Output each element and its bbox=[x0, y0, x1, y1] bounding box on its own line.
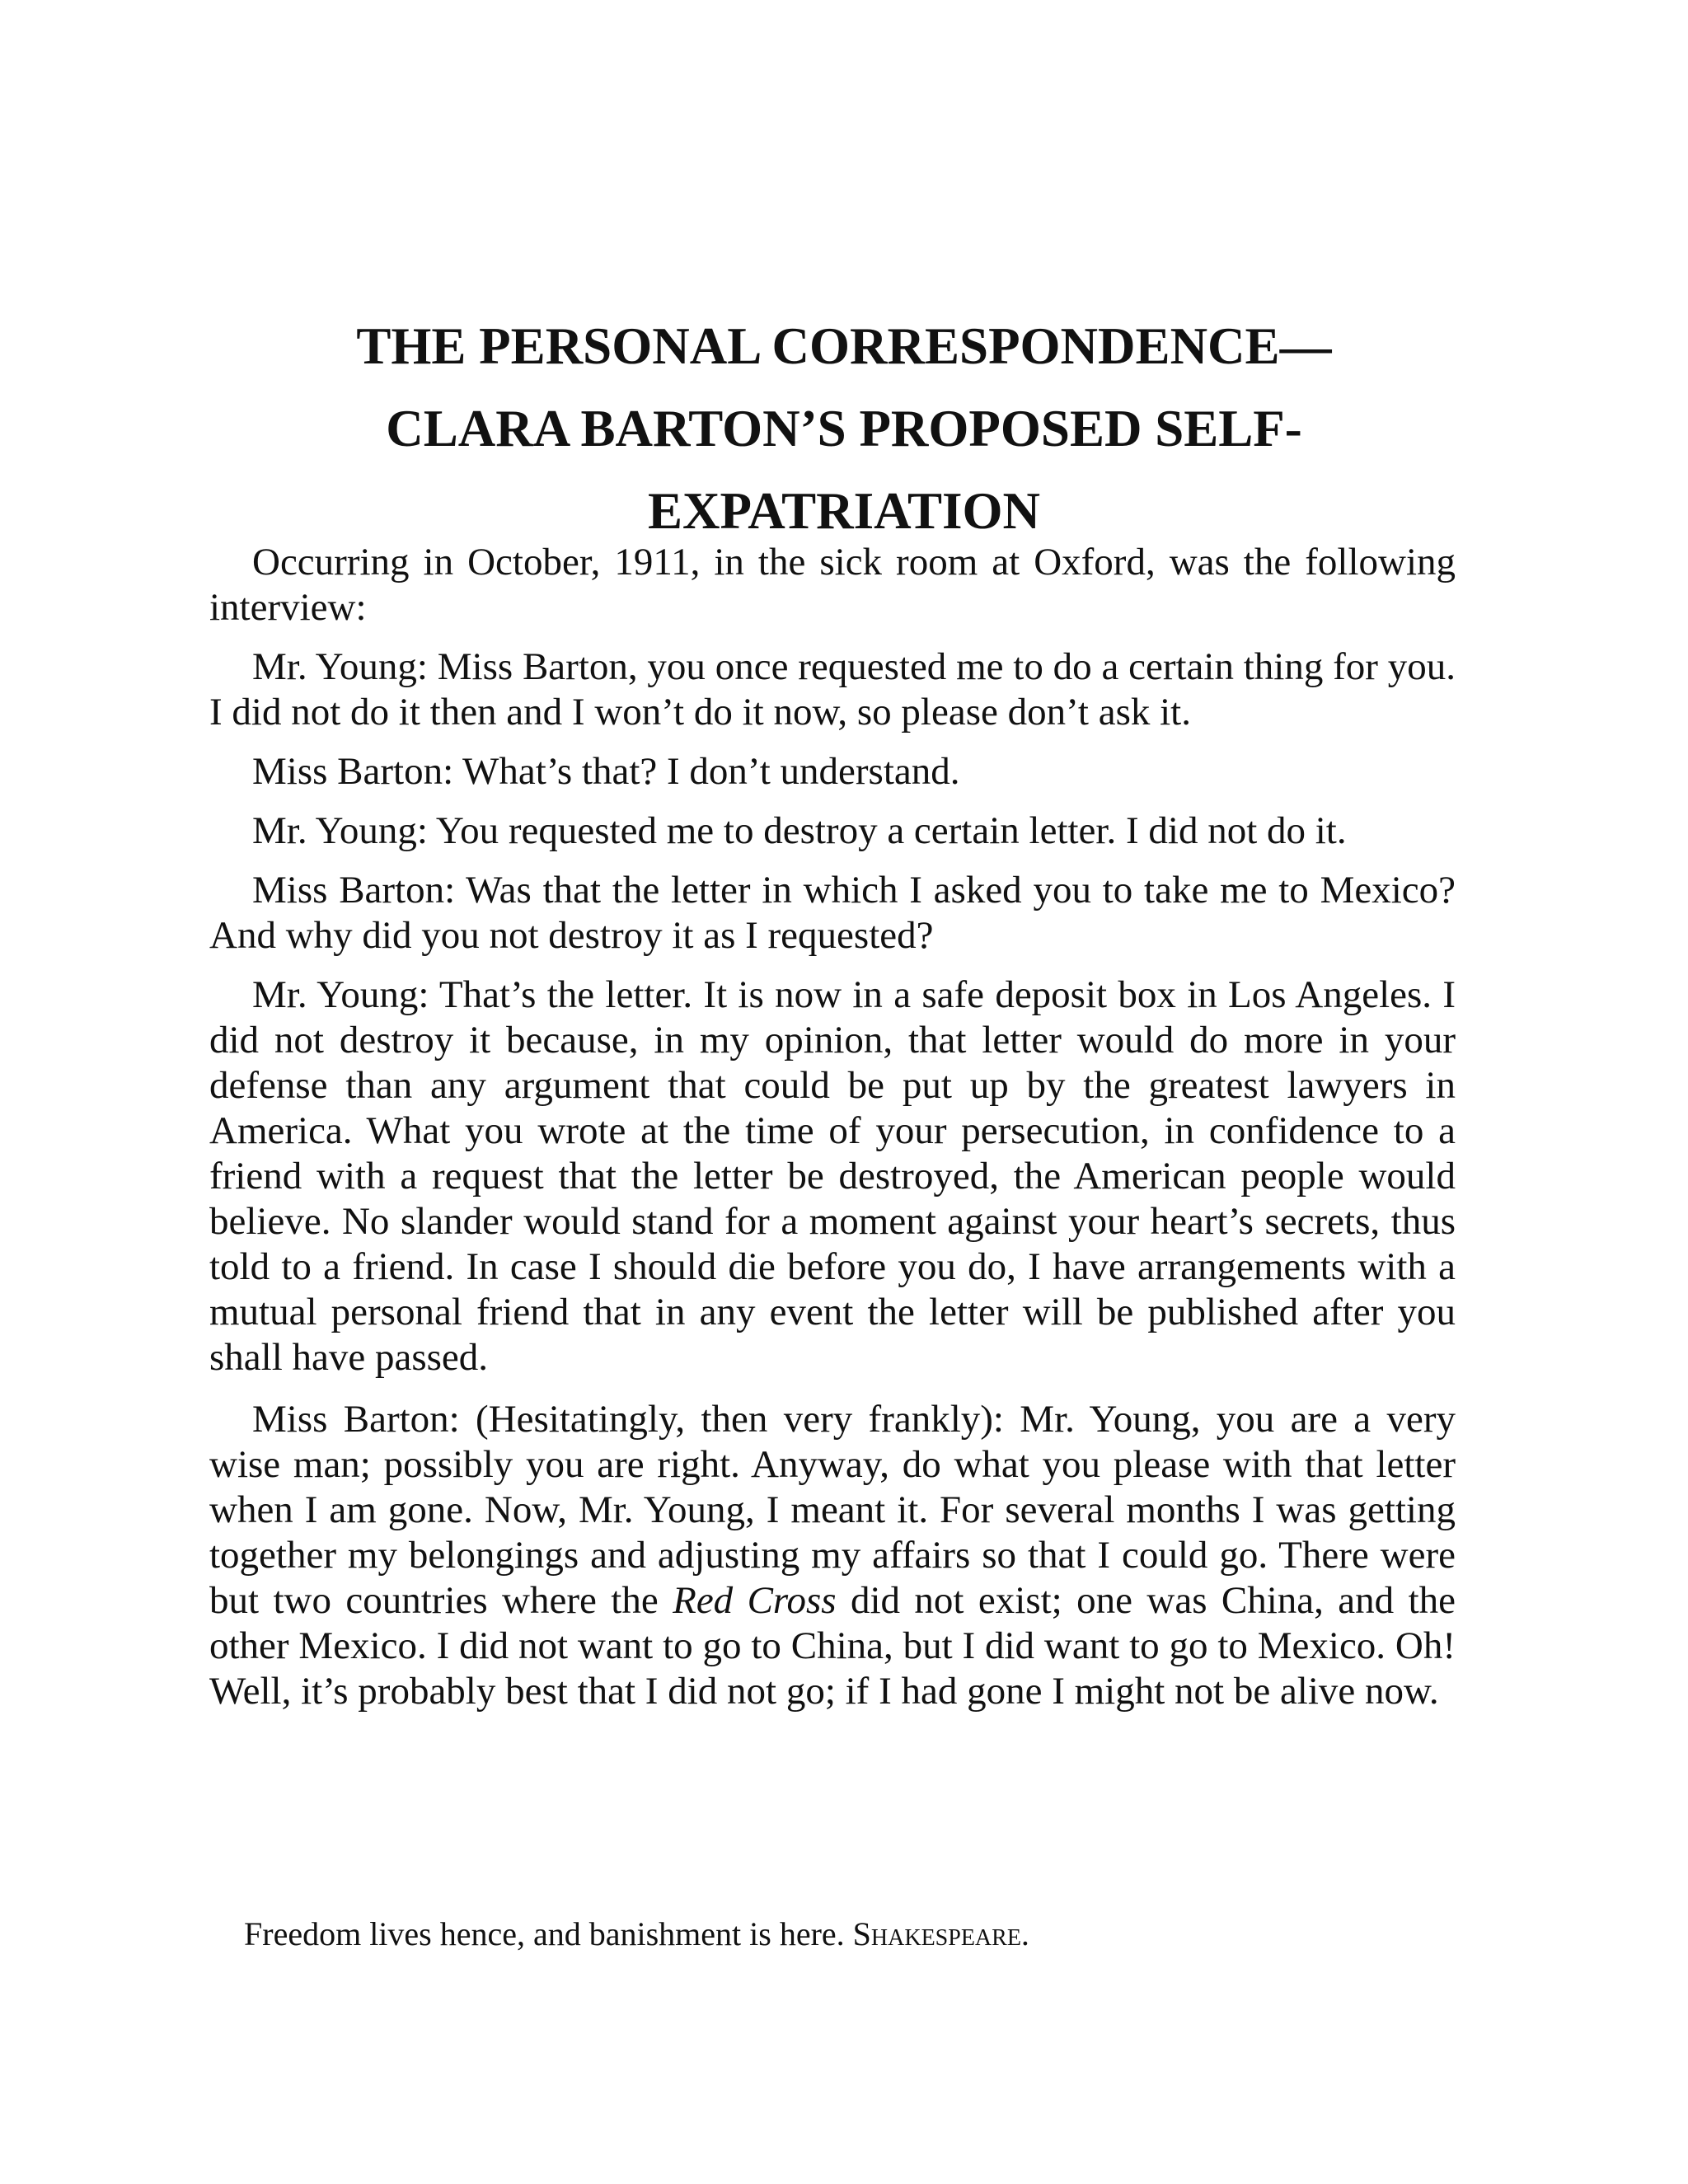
paragraph-barton-reply-part-1: Miss Barton: (Hesitatingly, then very frankly): Mr. Young, you are a very wise man; possibly you are right. Anyway, do what you please with that letter when I am gone. Now, Mr. Young, I meant it. For several months I was getting together my belongings and adjusting my affairs so that I could go. There were but two countries where the bbox=[209, 1398, 1456, 1622]
paragraph-young-letter: Mr. Young: You requested me to destroy a certain letter. I did not do it. bbox=[252, 809, 1347, 852]
body-text bbox=[209, 540, 1456, 1726]
red-cross-italic: Red Cross bbox=[673, 1579, 837, 1622]
paragraph-young-request: Mr. Young: Miss Barton, you once requested me to do a certain thing for you. I did not do it then and I won’t do it now, so please don’t ask it. bbox=[209, 645, 1456, 733]
chapter-title-line-3: EXPATRIATION bbox=[647, 482, 1041, 540]
paragraph-barton-reply-part-2: did not exist; one was China, and the other Mexico. I did not want to go to China, but I did want to go to Mexico. Oh! Well, it’s probably best that I did not go; if I had gone I might not be alive now. bbox=[209, 1579, 1456, 1713]
epigraph-quote: Freedom lives hence, and banishment is here. bbox=[244, 1915, 845, 1952]
epigraph bbox=[244, 1914, 1029, 1955]
chapter-title-line-2: CLARA BARTON’S PROPOSED SELF- bbox=[386, 400, 1302, 457]
epigraph-attribution: Shakespeare. bbox=[852, 1915, 1029, 1952]
chapter-title-line-1: THE PERSONAL CORRESPONDENCE— bbox=[356, 317, 1332, 375]
paragraph-young-explanation: Mr. Young: That’s the letter. It is now in a safe deposit box in Los Angeles. I did not destroy it because, in my opinion, that letter would do more in your defense than any argument that could be put up by the greatest lawyers in America. What you wrote at the time of your persecution, in confidence to a friend with a request that the letter be destroyed, the American people would believe. No slander would stand for a moment against your heart’s secrets, thus told to a friend. In case I should die before you do, I have arrangements with a mutual personal friend that in any event the letter will be published after you shall have passed. bbox=[209, 973, 1456, 1379]
paragraph-barton-mexico: Miss Barton: Was that the letter in which I asked you to take me to Mexico? And why did you not destroy it as I requested? bbox=[209, 869, 1456, 957]
paragraph-barton-reply bbox=[209, 1397, 1456, 1714]
chapter-title bbox=[206, 305, 1482, 552]
paragraph-intro: Occurring in October, 1911, in the sick room at Oxford, was the following interview: bbox=[209, 541, 1456, 629]
paragraph-barton-question: Miss Barton: What’s that? I don’t understand. bbox=[252, 750, 960, 793]
